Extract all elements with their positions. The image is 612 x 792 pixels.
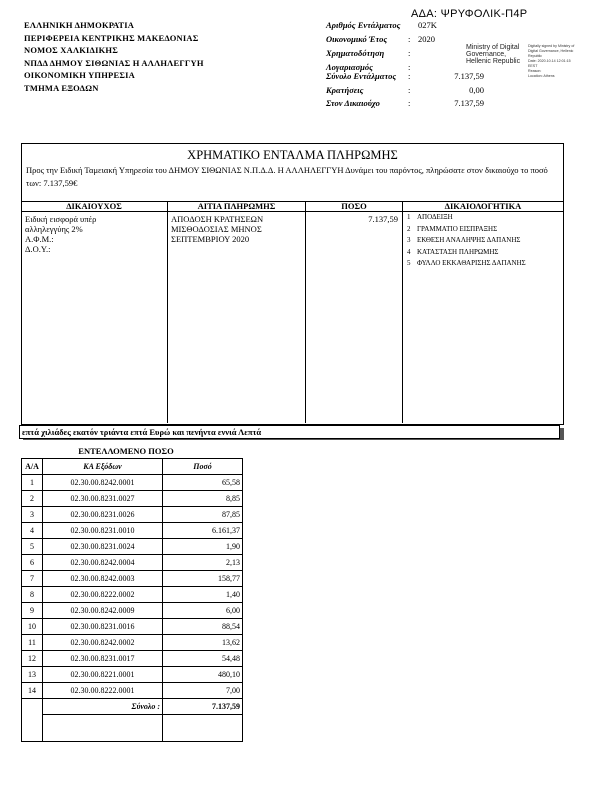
beneficiary-cell [25,214,96,254]
expense-code: 02.30.00.8231.0027 [43,491,163,507]
signature-details: Digitally signed by Ministry of Digital Governance, Hellenic Republic Date: 2020.10.14 12:01:15 EEST Reason: Location: Athens [528,44,575,78]
row-index: 2 [22,491,43,507]
table-row [22,619,243,635]
expense-code: 02.30.00.8222.0002 [43,587,163,603]
info-order-number: Αριθμός Εντάλματος 027Κ [326,20,437,30]
expense-code: 02.30.00.8231.0026 [43,507,163,523]
row-amount: 87,85 [163,507,243,523]
row-amount: 2,13 [163,555,243,571]
beneficiary-doy: Δ.Ο.Υ.: [25,244,51,254]
row-amount: 1,90 [163,539,243,555]
row-index: 1 [22,475,43,491]
row-index: 4 [22,523,43,539]
col-divider [305,201,306,423]
table-row [22,507,243,523]
reason-cell: ΑΠΟΔΟΣΗ ΚΡΑΤΗΣΕΩΝ ΜΙΣΘΟΔΟΣΙΑΣ ΜΗΝΟΣ ΣΕΠΤΕΜΒΡΙΟΥ 2020 [171,214,264,244]
expense-code: 02.30.00.8242.0004 [43,555,163,571]
row-amount: 480,10 [163,667,243,683]
table-row [22,635,243,651]
signature-signer: Ministry of Digital Governance, Hellenic Republic [466,44,521,65]
info-order-total: Σύνολο Εντάλματος : 7.137,59 [326,71,484,81]
table-row [22,603,243,619]
issuer-line: ΟΙΚΟΝΟΜΙΚΗ ΥΠΗΡΕΣΙΑ [24,70,135,80]
row-index: 6 [22,555,43,571]
expense-code: 02.30.00.8242.0009 [43,603,163,619]
row-index: 8 [22,587,43,603]
row-index: 10 [22,619,43,635]
row-amount: 7,00 [163,683,243,699]
expense-code: 02.30.00.8231.0010 [43,523,163,539]
table-row [22,539,243,555]
expense-code: 02.30.00.8242.0003 [43,571,163,587]
col-header-beneficiary: ΔΙΚΑΙΟΥΧΟΣ [66,201,122,211]
col-header-documents: ΔΙΚΑΙΟΛΟΓΗΤΙΚΑ [444,201,522,211]
col-divider [402,201,403,423]
table-row [22,555,243,571]
table-total-row: Σύνολο : 7.137,59 [22,699,243,715]
row-amount: 8,85 [163,491,243,507]
list-item: 3 ΕΚΘΕΣΗ ΑΝΑΛΗΨΗΣ ΔΑΠΑΝΗΣ [407,236,521,244]
table-row [22,475,243,491]
table-row [22,651,243,667]
row-index: 3 [22,507,43,523]
issuer-block [24,19,204,94]
expense-code: 02.30.00.8231.0016 [43,619,163,635]
expense-code: 02.30.00.8242.0001 [43,475,163,491]
info-fiscal-year: Οικονομικό Έτος : 2020 [326,34,435,44]
ada-code: ΑΔΑ: ΨΡΥΦΟΛΙΚ-Π4Ρ [411,8,528,20]
expense-code: 02.30.00.8221.0001 [43,667,163,683]
amount-words-bar [19,425,560,439]
issuer-line: ΕΛΛΗΝΙΚΗ ΔΗΜΟΚΡΑΤΙΑ [24,20,135,30]
amount-cell: 7.137,59 [368,214,398,224]
row-amount: 13,62 [163,635,243,651]
issuer-line: ΝΠΔΔ ΔΗΜΟΥ ΣΙΘΩΝΙΑΣ Η ΑΛΛΗΛΕΓΓΥΗ [24,57,204,68]
row-amount: 1,40 [163,587,243,603]
amount-words: επτά χιλιάδες εκατόν τριάντα επτά Ευρώ και πενήντα εννιά Λεπτά [22,427,262,437]
expense-code: 02.30.00.8242.0002 [43,635,163,651]
issuer-line: ΠΕΡΙΦΕΡΕΙΑ ΚΕΝΤΡΙΚΗΣ ΜΑΚΕΔΟΝΙΑΣ [24,32,199,43]
table-row [22,587,243,603]
table-row [22,667,243,683]
list-item: 1 ΑΠΟΔΕΙΞΗ [407,213,453,221]
page-title: ΧΡΗΜΑΤΙΚΟ ΕΝΤΑΛΜΑ ΠΛΗΡΩΜΗΣ [187,148,398,162]
row-index: 9 [22,603,43,619]
row-index: 7 [22,571,43,587]
row-amount: 88,54 [163,619,243,635]
intro-text: Προς την Ειδική Ταμειακή Υπηρεσία του ΔΗΜΟΥ ΣΙΘΩΝΙΑΣ Ν.Π.Δ.Δ. Η ΑΛΛΗΛΕΓΓΥΗ Δυνάμει του παρόντος, πληρώσατε στον δικαιούχο το ποσό των: 7.137,59€ [26,165,548,188]
documents-list [407,212,526,270]
beneficiary-name: Ειδική εισφορά υπέρ [25,214,97,224]
row-amount: 158,77 [163,571,243,587]
table-row [22,571,243,587]
row-amount: 6,00 [163,603,243,619]
row-index: 11 [22,635,43,651]
table-row [22,491,243,507]
info-to-beneficiary: Στον Δικαιούχο : 7.137,59 [326,98,484,108]
info-funding: Χρηματοδότηση : [326,48,411,58]
list-item: 2 ΓΡΑΜΜΑΤΙΟ ΕΙΣΠΡΑΞΗΣ [407,224,498,233]
issuer-line: ΝΟΜΟΣ ΧΑΛΚΙΔΙΚΗΣ [24,45,118,55]
summary-table [21,458,243,742]
row-index: 14 [22,683,43,699]
list-item: 5 ΦΥΛΛΟ ΕΚΚΑΘΑΡΙΣΗΣ ΔΑΠΑΝΗΣ [407,259,526,267]
row-amount: 6.161,37 [163,523,243,539]
row-index: 13 [22,667,43,683]
issuer-line: ΤΜΗΜΑ ΕΞΟΔΩΝ [24,82,99,93]
summary-title: ΕΝΤΕΛΛΟΜΕΝΟ ΠΟΣΟ [78,446,174,456]
info-deductions: Κρατήσεις : 0,00 [326,85,484,95]
expense-code: 02.30.00.8222.0001 [43,683,163,699]
row-index: 5 [22,539,43,555]
table-row [22,523,243,539]
row-amount: 54,48 [163,651,243,667]
col-header-reason: ΑΙΤΙΑ ΠΛΗΡΩΜΗΣ [197,201,276,211]
list-item: 4 ΚΑΤΑΣΤΑΣΗ ΠΛΗΡΩΜΗΣ [407,247,499,256]
beneficiary-afm: Α.Φ.Μ.: [25,234,54,244]
table-row [22,683,243,699]
expense-code: 02.30.00.8231.0024 [43,539,163,555]
col-divider [167,201,168,423]
expense-code: 02.30.00.8231.0017 [43,651,163,667]
col-header-amount: ΠΟΣΟ [341,201,367,211]
info-account: Λογαριασμός : [326,62,411,72]
beneficiary-name: αλληλεγγύης 2% [25,224,83,234]
row-index: 12 [22,651,43,667]
row-amount: 65,58 [163,475,243,491]
table-header-row: Α/Α ΚΑ Εξόδων Ποσό [22,459,243,475]
